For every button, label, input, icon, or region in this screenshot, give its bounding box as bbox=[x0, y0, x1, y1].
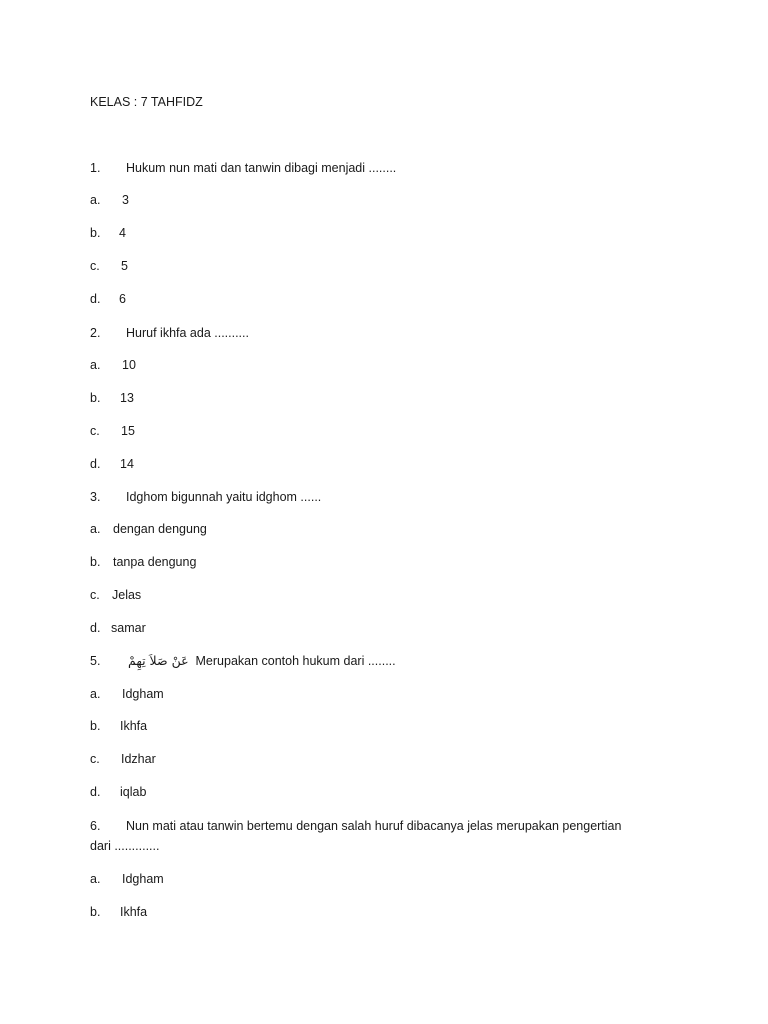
option-letter: a. bbox=[90, 358, 101, 372]
option-3c bbox=[90, 587, 141, 603]
question-6-continuation: dari ............. bbox=[90, 839, 160, 853]
question-text: Huruf ikhfa ada .......... bbox=[126, 326, 249, 340]
option-text: Jelas bbox=[112, 588, 142, 602]
option-letter: d. bbox=[90, 785, 101, 799]
class-header: KELAS : 7 TAHFIDZ bbox=[90, 95, 203, 109]
option-letter: a. bbox=[90, 522, 101, 536]
option-text: Idzhar bbox=[121, 752, 156, 766]
option-2c bbox=[90, 423, 135, 439]
option-6b bbox=[90, 904, 147, 920]
option-letter: b. bbox=[90, 719, 101, 733]
option-letter: b. bbox=[90, 555, 101, 569]
option-text: 5 bbox=[121, 259, 128, 273]
option-text: tanpa dengung bbox=[113, 555, 197, 569]
option-text: 14 bbox=[120, 457, 134, 471]
option-3b bbox=[90, 554, 196, 570]
question-text: Hukum nun mati dan tanwin dibagi menjadi ........ bbox=[126, 161, 397, 175]
option-letter: a. bbox=[90, 193, 101, 207]
option-text: samar bbox=[111, 621, 146, 635]
option-letter: c. bbox=[90, 424, 100, 438]
option-5a bbox=[90, 686, 164, 702]
option-text: 15 bbox=[121, 424, 135, 438]
option-1a bbox=[90, 192, 129, 208]
option-letter: c. bbox=[90, 752, 100, 766]
question-number: 1. bbox=[90, 161, 101, 175]
option-text: Idgham bbox=[122, 872, 164, 886]
option-letter: b. bbox=[90, 391, 101, 405]
question-text: Idghom bigunnah yaitu idghom ...... bbox=[126, 490, 322, 504]
arabic-example: عَنْ صَلاَ تِهِمْ bbox=[128, 653, 189, 668]
option-letter: c. bbox=[90, 588, 100, 602]
option-text: 4 bbox=[119, 226, 126, 240]
option-letter: d. bbox=[90, 292, 101, 306]
option-letter: a. bbox=[90, 687, 101, 701]
option-text: 10 bbox=[122, 358, 136, 372]
option-text: 6 bbox=[119, 292, 126, 306]
option-5d bbox=[90, 784, 146, 800]
option-letter: d. bbox=[90, 457, 101, 471]
option-letter: a. bbox=[90, 872, 101, 886]
option-3d bbox=[90, 620, 146, 636]
option-letter: b. bbox=[90, 905, 101, 919]
question-number: 5. bbox=[90, 654, 101, 668]
option-3a bbox=[90, 521, 207, 537]
option-6a bbox=[90, 871, 164, 887]
option-letter: c. bbox=[90, 259, 100, 273]
option-text: 13 bbox=[120, 391, 134, 405]
option-text: iqlab bbox=[120, 785, 147, 799]
option-1b bbox=[90, 225, 126, 241]
option-2b bbox=[90, 390, 134, 406]
option-letter: d. bbox=[90, 621, 101, 635]
option-2a bbox=[90, 357, 136, 373]
question-5 bbox=[90, 653, 396, 669]
question-text: Nun mati atau tanwin bertemu dengan salah huruf dibacanya jelas merupakan pengertian bbox=[126, 819, 622, 833]
option-1c bbox=[90, 258, 128, 274]
question-number: 2. bbox=[90, 326, 101, 340]
question-3 bbox=[90, 489, 321, 505]
question-2 bbox=[90, 325, 249, 341]
question-6 bbox=[90, 818, 621, 834]
option-text: Idgham bbox=[122, 687, 164, 701]
option-1d bbox=[90, 291, 126, 307]
option-5b bbox=[90, 718, 147, 734]
question-number: 6. bbox=[90, 819, 101, 833]
option-text: dengan dengung bbox=[113, 522, 207, 536]
option-text: 3 bbox=[122, 193, 129, 207]
question-text: Merupakan contoh hukum dari ........ bbox=[195, 654, 396, 668]
option-letter: b. bbox=[90, 226, 101, 240]
option-2d bbox=[90, 456, 134, 472]
question-number: 3. bbox=[90, 490, 101, 504]
option-5c bbox=[90, 751, 156, 767]
question-1 bbox=[90, 160, 396, 176]
option-text: Ikhfa bbox=[120, 905, 148, 919]
option-text: Ikhfa bbox=[120, 719, 148, 733]
